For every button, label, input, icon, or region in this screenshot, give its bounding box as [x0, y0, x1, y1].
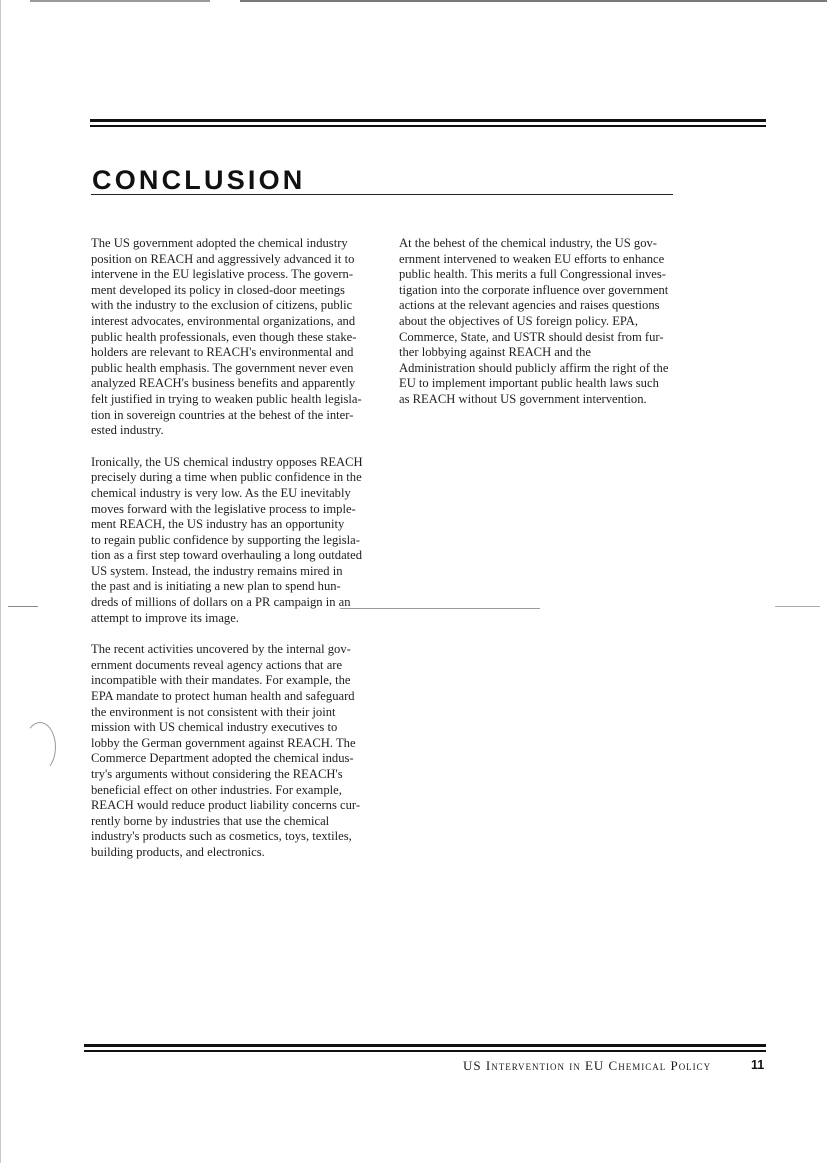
text-line: holders are relevant to REACH's environmental and	[91, 345, 354, 360]
text-line: rently borne by industries that use the chemical	[91, 813, 330, 828]
text-line: industry's products such as cosmetics, toys, textiles,	[91, 829, 352, 844]
text-line: ment REACH, the US industry has an opportunity	[91, 517, 345, 532]
text-line: tion as a first step toward overhauling a long outdated	[91, 548, 363, 563]
text-line: tigation into the corporate influence over government	[399, 282, 669, 297]
paragraph	[91, 455, 367, 627]
text-line: about the objectives of US foreign policy. EPA,	[399, 313, 639, 328]
text-line: to regain public confidence by supporting the legisla-	[91, 532, 360, 547]
left-column	[91, 236, 367, 877]
text-line: Ironically, the US chemical industry opposes REACH	[91, 454, 363, 469]
paragraph	[91, 236, 367, 439]
text-line: with the industry to the exclusion of citizens, public	[91, 298, 353, 313]
paragraph	[399, 236, 679, 408]
text-line: analyzed REACH's business benefits and apparently	[91, 376, 356, 391]
text-line: building products, and electronics.	[91, 844, 265, 859]
text-line: REACH would reduce product liability concerns cur-	[91, 798, 361, 813]
text-line: mission with US chemical industry executives to	[91, 720, 338, 735]
footer-double-rule	[84, 1044, 766, 1052]
text-line: the environment is not consistent with their joint	[91, 704, 336, 719]
text-line: public health emphasis. The government never even	[91, 360, 354, 375]
page-number: 11	[751, 1058, 765, 1072]
scan-border-top-left	[30, 0, 210, 2]
scan-border-left	[0, 0, 1, 1163]
text-line: ernment intervened to weaken EU efforts to enhance	[399, 251, 665, 266]
text-line: attempt to improve its image.	[91, 610, 239, 625]
section-title: CONCLUSION	[92, 165, 306, 195]
scan-border-top-right	[240, 0, 827, 2]
text-line: Commerce, State, and USTR should desist from fur-	[399, 329, 664, 344]
text-line: public health. This merits a full Congressional inves-	[399, 267, 666, 282]
text-line: position on REACH and aggressively advanced it to	[91, 251, 355, 266]
text-line: the past and is initiating a new plan to spend hun-	[91, 579, 341, 594]
text-line: interest advocates, environmental organizations, and	[91, 313, 356, 328]
text-line: dreds of millions of dollars on a PR campaign in an	[91, 595, 351, 610]
text-line: chemical industry is very low. As the EU inevitably	[91, 485, 351, 500]
title-underline	[91, 194, 673, 195]
text-line: ment developed its policy in closed-door meetings	[91, 282, 345, 297]
text-line: ested industry.	[91, 423, 164, 438]
header-double-rule	[90, 119, 766, 127]
text-line: The recent activities uncovered by the internal gov-	[91, 642, 351, 657]
text-line: Administration should publicly affirm the right of the	[399, 360, 669, 375]
paragraph	[91, 642, 367, 860]
text-line: EPA mandate to protect human health and safeguard	[91, 689, 355, 704]
text-line: EU to implement important public health laws such	[399, 376, 659, 391]
scan-artifact-line	[775, 606, 820, 607]
text-line: lobby the German government against REACH. The	[91, 735, 356, 750]
text-line: moves forward with the legislative process to imple-	[91, 501, 356, 516]
text-line: tion in sovereign countries at the behest of the inter-	[91, 407, 354, 422]
text-line: ernment documents reveal agency actions that are	[91, 657, 343, 672]
scan-artifact-line	[340, 608, 540, 609]
text-line: incompatible with their mandates. For example, the	[91, 673, 351, 688]
text-line: felt justified in trying to weaken public health legisla-	[91, 391, 362, 406]
scan-artifact-line	[8, 606, 38, 607]
scan-artifact-arc	[24, 722, 56, 772]
text-line: as REACH without US government intervention.	[399, 391, 647, 406]
text-line: The US government adopted the chemical industry	[91, 236, 348, 250]
text-line: Commerce Department adopted the chemical indus-	[91, 751, 354, 766]
text-line: precisely during a time when public confidence in the	[91, 470, 362, 485]
text-line: try's arguments without considering the REACH's	[91, 767, 343, 781]
text-line: US system. Instead, the industry remains mired in	[91, 563, 343, 578]
running-footer-title: US Intervention in EU Chemical Policy	[463, 1058, 712, 1073]
text-line: At the behest of the chemical industry, the US gov-	[399, 236, 657, 250]
text-line: public health professionals, even though these stake-	[91, 329, 357, 344]
text-line: actions at the relevant agencies and raises questions	[399, 298, 660, 313]
text-line: beneficial effect on other industries. For example,	[91, 782, 342, 797]
text-line: ther lobbying against REACH and the	[399, 345, 592, 360]
text-line: intervene in the EU legislative process. The govern-	[91, 267, 354, 282]
right-column	[399, 236, 679, 424]
